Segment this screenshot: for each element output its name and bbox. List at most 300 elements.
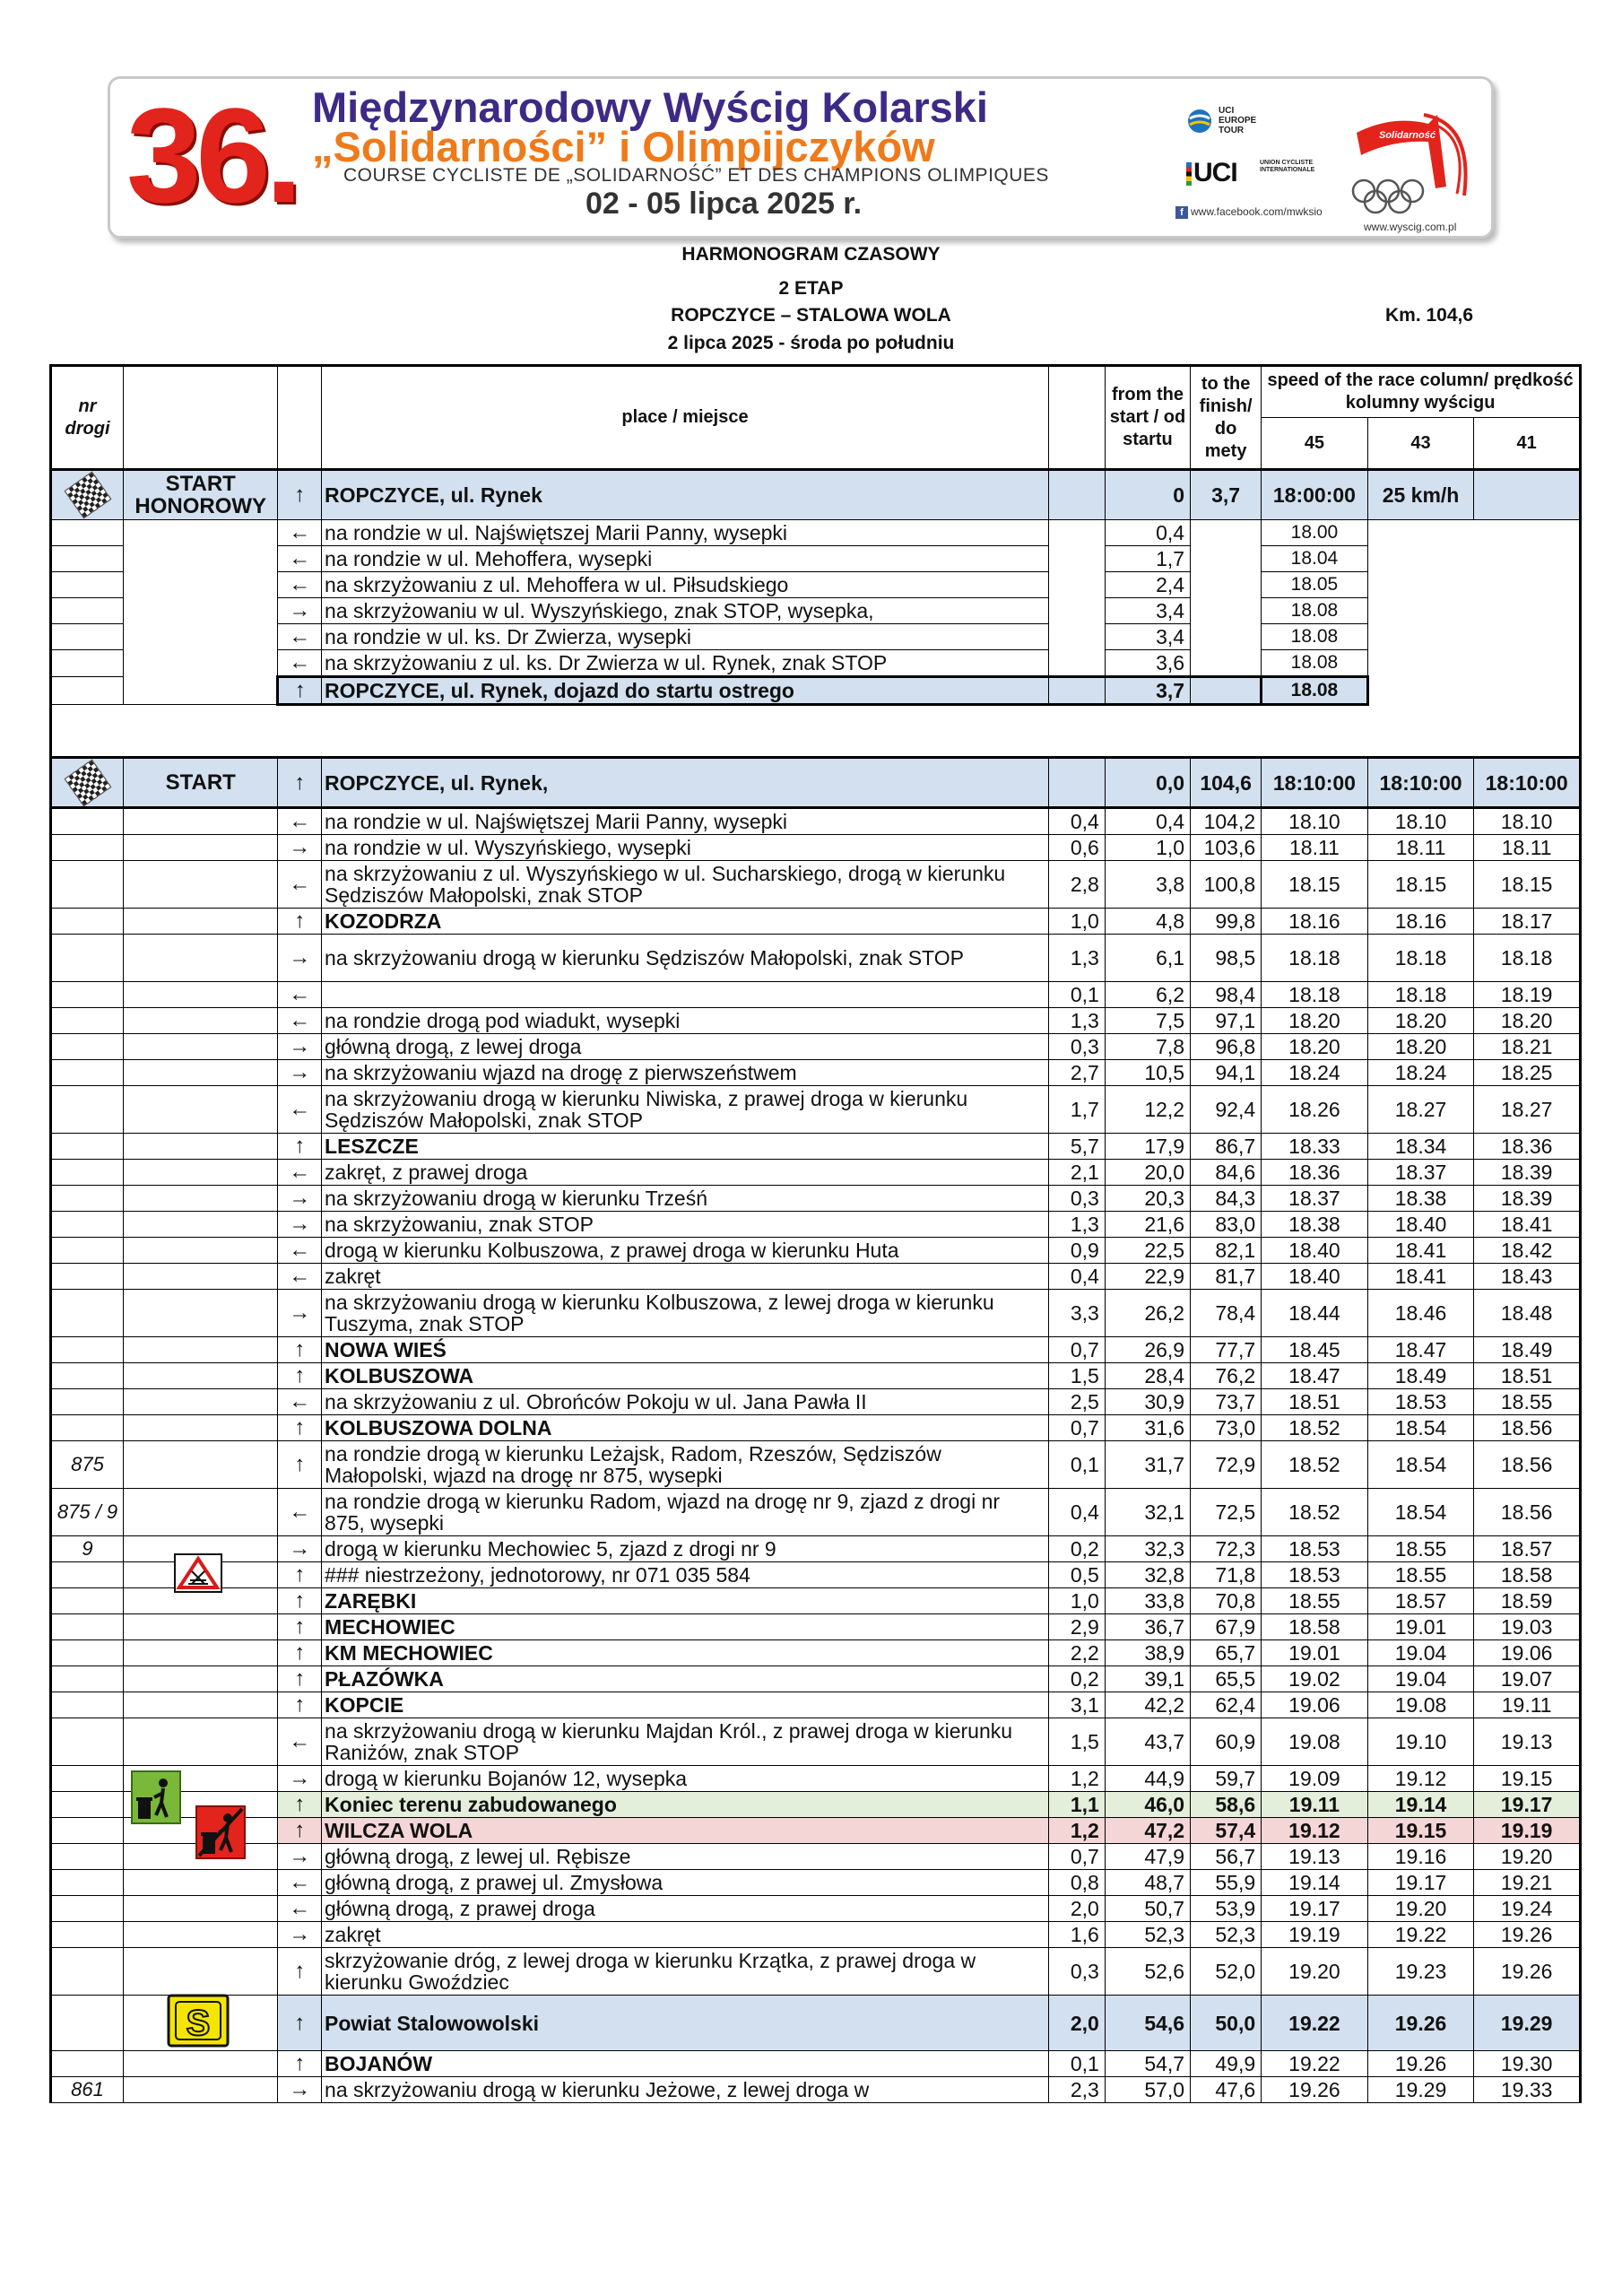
time-43: 19.29 <box>1367 2077 1474 2103</box>
race-title-line2: „Solidarności” i Olimpijczyków <box>312 123 935 170</box>
km-from-start: 43,7 <box>1105 1718 1190 1766</box>
icon-cell <box>124 1034 278 1060</box>
place-name: na rondzie w ul. Najświętszej Marii Panny, wysepki <box>322 808 1049 835</box>
time-43: 18.11 <box>1367 835 1474 861</box>
km-to-finish: 84,6 <box>1191 1160 1262 1186</box>
km-to-finish: 56,7 <box>1191 1844 1262 1870</box>
time-41: 19.24 <box>1474 1896 1581 1922</box>
road-number <box>51 1290 124 1337</box>
route-row <box>51 1922 1581 1948</box>
road-number <box>51 1692 124 1718</box>
empty-cell <box>1367 624 1474 650</box>
km-from-start: 6,1 <box>1105 935 1190 982</box>
segment-km <box>1048 598 1105 624</box>
km-to-finish: 47,6 <box>1191 2077 1262 2103</box>
time-45: 18.45 <box>1262 1337 1368 1363</box>
race-dates: 02 - 05 lipca 2025 r. <box>585 187 863 221</box>
direction-arrow: ↑ <box>278 1640 322 1666</box>
honorary-route-row <box>51 650 1581 677</box>
place-name: drogą w kierunku Bojanów 12, wysepka <box>322 1766 1049 1792</box>
km-from-start: 0,4 <box>1105 520 1190 546</box>
time-41: 18.10 <box>1474 808 1581 835</box>
time-41: 18.17 <box>1474 909 1581 935</box>
place-name: na skrzyżowaniu drogą w kierunku Majdan Król., z prawej droga w kierunku Raniżów, znak STOP <box>322 1718 1049 1766</box>
km-from-start: 47,9 <box>1105 1844 1190 1870</box>
segment-km: 0,4 <box>1048 808 1105 835</box>
icon-cell <box>124 572 278 598</box>
time-45: 18.55 <box>1262 1588 1368 1614</box>
km-to-finish: 98,4 <box>1191 982 1262 1008</box>
header-speed: speed of the race column/ prędkość kolumny wyścigu <box>1262 366 1581 418</box>
direction-arrow: ← <box>278 1489 322 1536</box>
time-45: 19.14 <box>1262 1870 1368 1896</box>
website-url[interactable]: www.wyscig.com.pl <box>1364 221 1457 233</box>
icon-cell <box>124 1896 278 1922</box>
route-row <box>51 1640 1581 1666</box>
road-number: 861 <box>51 2077 124 2103</box>
route-row <box>51 1588 1581 1614</box>
place-name: KOLBUSZOWA DOLNA <box>322 1415 1049 1441</box>
km-to-finish: 76,2 <box>1191 1363 1262 1389</box>
time-43: 19.26 <box>1367 2051 1474 2077</box>
segment-km: 0,8 <box>1048 1870 1105 1896</box>
time-41: 18.55 <box>1474 1389 1581 1415</box>
segment-km: 2,1 <box>1048 1160 1105 1186</box>
time-41: 19.26 <box>1474 1948 1581 1996</box>
time-45: 19.11 <box>1262 1792 1368 1818</box>
time-41: 18.39 <box>1474 1160 1581 1186</box>
honorary-route-row <box>51 572 1581 598</box>
time-43: 18.46 <box>1367 1290 1474 1337</box>
place-name: na skrzyżowaniu wjazd na drogę z pierwszeństwem <box>322 1060 1049 1086</box>
pass-time: 18.08 <box>1262 598 1368 624</box>
icon-cell <box>124 1489 278 1536</box>
route-row <box>51 1896 1581 1922</box>
route-row <box>51 1718 1581 1766</box>
time-41: 19.06 <box>1474 1640 1581 1666</box>
place-name: na skrzyżowaniu drogą w kierunku Trześń <box>322 1186 1049 1212</box>
route-row <box>51 1441 1581 1489</box>
icon-cell <box>124 1718 278 1766</box>
empty-cell <box>1367 546 1474 572</box>
icon-cell <box>124 650 278 677</box>
honorary-start-row <box>51 470 1581 520</box>
honorary-speed: 25 km/h <box>1367 470 1474 520</box>
time-43: 19.08 <box>1367 1692 1474 1718</box>
place-name: LESZCZE <box>322 1134 1049 1160</box>
place-name: WILCZA WOLA <box>322 1818 1049 1844</box>
segment-km: 2,7 <box>1048 1060 1105 1086</box>
time-45: 19.09 <box>1262 1766 1368 1792</box>
time-45: 18.20 <box>1262 1008 1368 1034</box>
segment-km <box>1048 470 1105 520</box>
km-to-finish: 104,2 <box>1191 808 1262 835</box>
road-number <box>51 1363 124 1389</box>
time-41: 19.13 <box>1474 1718 1581 1766</box>
header-row <box>51 366 1581 418</box>
icon-cell <box>124 1363 278 1389</box>
route-row <box>51 1008 1581 1034</box>
direction-arrow: ↑ <box>278 1614 322 1640</box>
pass-time: 18.08 <box>1262 677 1368 705</box>
km-to-finish: 3,7 <box>1191 470 1262 520</box>
time-43: 19.23 <box>1367 1948 1474 1996</box>
race-title-french: COURSE CYCLISTE DE „SOLIDARNOŚĆ” ET DES CHAMPIONS OLIMPIQUES <box>343 165 1049 186</box>
route-row <box>51 1818 1581 1844</box>
pass-time: 18.04 <box>1262 546 1368 572</box>
svg-text:S: S <box>186 2004 211 2043</box>
segment-km: 0,2 <box>1048 1536 1105 1562</box>
direction-arrow: ↑ <box>278 1363 322 1389</box>
route-row <box>51 1996 1581 2051</box>
place-name: ### niestrzeżony, jednotorowy, nr 071 035 584 <box>322 1562 1049 1588</box>
place-name: zakręt, z prawej droga <box>322 1160 1049 1186</box>
route-row <box>51 1489 1581 1536</box>
time-43: 19.01 <box>1367 1614 1474 1640</box>
time-41: 18:10:00 <box>1474 758 1581 808</box>
road-number <box>51 1870 124 1896</box>
time-45: 18.38 <box>1262 1212 1368 1238</box>
direction-arrow: ↑ <box>278 1948 322 1996</box>
km-to-finish: 50,0 <box>1191 1996 1262 2051</box>
km-to-finish: 55,9 <box>1191 1870 1262 1896</box>
pass-time: 18.00 <box>1262 520 1368 546</box>
time-45: 18:10:00 <box>1262 758 1368 808</box>
segment-km <box>1048 546 1105 572</box>
segment-km: 0,9 <box>1048 1238 1105 1264</box>
km-to-finish <box>1191 598 1262 624</box>
time-41: 18.19 <box>1474 982 1581 1008</box>
route-row <box>51 982 1581 1008</box>
direction-arrow: ↑ <box>278 1792 322 1818</box>
icon-cell <box>124 1186 278 1212</box>
place-name: Powiat Stalowowolski <box>322 1996 1049 2051</box>
direction-arrow: → <box>278 1212 322 1238</box>
time-43: 18.41 <box>1367 1264 1474 1290</box>
km-from-start: 0,4 <box>1105 808 1190 835</box>
segment-km: 1,3 <box>1048 1008 1105 1034</box>
time-41: 18.59 <box>1474 1588 1581 1614</box>
direction-arrow: → <box>278 935 322 982</box>
route-row <box>51 1337 1581 1363</box>
segment-km: 1,5 <box>1048 1718 1105 1766</box>
km-to-finish: 104,6 <box>1191 758 1262 808</box>
km-from-start: 6,2 <box>1105 982 1190 1008</box>
road-number: 9 <box>51 1536 124 1562</box>
pass-time: 18.05 <box>1262 572 1368 598</box>
km-to-finish: 72,9 <box>1191 1441 1262 1489</box>
time-45: 18.20 <box>1262 1034 1368 1060</box>
km-to-finish: 52,3 <box>1191 1922 1262 1948</box>
place-name: na skrzyżowaniu, znak STOP <box>322 1212 1049 1238</box>
place-name: na rondzie drogą w kierunku Leżajsk, Radom, Rzeszów, Sędziszów Małopolski, wjazd na drogę nr 875, wysepki <box>322 1441 1049 1489</box>
time-41: 18.15 <box>1474 861 1581 909</box>
start-time: 18:00:00 <box>1262 470 1368 520</box>
place-name: na rondzie drogą w kierunku Radom, wjazd na drogę nr 9, zjazd z drogi nr 875, wysepki <box>322 1489 1049 1536</box>
time-43: 18.53 <box>1367 1389 1474 1415</box>
km-from-start: 4,8 <box>1105 909 1190 935</box>
time-43: 19.22 <box>1367 1922 1474 1948</box>
place-name: główną drogą, z prawej ul. Zmysłowa <box>322 1870 1049 1896</box>
honorary-final-row <box>51 677 1581 705</box>
km-from-start: 33,8 <box>1105 1588 1190 1614</box>
direction-arrow: ↑ <box>278 1996 322 2051</box>
time-43: 18.15 <box>1367 861 1474 909</box>
km-from-start: 28,4 <box>1105 1363 1190 1389</box>
time-43: 18.18 <box>1367 982 1474 1008</box>
route-row <box>51 2051 1581 2077</box>
direction-arrow: → <box>278 1034 322 1060</box>
litter-zone-end-icon <box>195 1805 246 1859</box>
segment-km: 1,0 <box>1048 1588 1105 1614</box>
km-to-finish: 49,9 <box>1191 2051 1262 2077</box>
road-number <box>51 677 124 705</box>
icon-cell <box>124 909 278 935</box>
place-name: na skrzyżowaniu drogą w kierunku Niwiska, z prawej droga w kierunku Sędziszów Małopolski, znak STOP <box>322 1086 1049 1134</box>
km-to-finish: 73,7 <box>1191 1389 1262 1415</box>
time-43: 19.04 <box>1367 1666 1474 1692</box>
road-number <box>51 2051 124 2077</box>
route-row <box>51 1766 1581 1792</box>
place-name: drogą w kierunku Mechowiec 5, zjazd z drogi nr 9 <box>322 1536 1049 1562</box>
km-to-finish <box>1191 520 1262 546</box>
direction-arrow: ← <box>278 1264 322 1290</box>
time-45: 18.52 <box>1262 1441 1368 1489</box>
segment-km: 2,0 <box>1048 1896 1105 1922</box>
route-row <box>51 1034 1581 1060</box>
km-to-finish: 97,1 <box>1191 1008 1262 1034</box>
header-speed-43: 43 <box>1367 418 1474 470</box>
time-41: 19.03 <box>1474 1614 1581 1640</box>
direction-arrow: → <box>278 1766 322 1792</box>
road-number <box>51 935 124 982</box>
place-name: na rondzie drogą pod wiadukt, wysepki <box>322 1008 1049 1034</box>
segment-km <box>1048 650 1105 677</box>
time-43: 18.54 <box>1367 1489 1474 1536</box>
segment-km: 1,2 <box>1048 1766 1105 1792</box>
km-to-finish: 73,0 <box>1191 1415 1262 1441</box>
segment-km: 1,2 <box>1048 1818 1105 1844</box>
time-43: 18.20 <box>1367 1034 1474 1060</box>
place-name: KOPCIE <box>322 1692 1049 1718</box>
km-from-start: 36,7 <box>1105 1614 1190 1640</box>
gap-cell <box>51 705 1581 758</box>
time-41: 19.07 <box>1474 1666 1581 1692</box>
header-segment-col <box>1048 366 1105 470</box>
road-number <box>51 1948 124 1996</box>
time-45: 19.20 <box>1262 1948 1368 1996</box>
road-number <box>51 1186 124 1212</box>
direction-arrow: ← <box>278 861 322 909</box>
road-number <box>51 1640 124 1666</box>
road-number <box>51 1666 124 1692</box>
km-from-start: 12,2 <box>1105 1086 1190 1134</box>
time-41: 18.27 <box>1474 1086 1581 1134</box>
segment-km: 1,7 <box>1048 1086 1105 1134</box>
km-from-start: 22,5 <box>1105 1238 1190 1264</box>
time-45: 18.40 <box>1262 1264 1368 1290</box>
direction-arrow: ← <box>278 808 322 835</box>
km-from-start: 10,5 <box>1105 1060 1190 1086</box>
time-43: 18.54 <box>1367 1415 1474 1441</box>
time-45: 18.18 <box>1262 935 1368 982</box>
place-name: na skrzyżowaniu z ul. Obrońców Pokoju w ul. Jana Pawła II <box>322 1389 1049 1415</box>
time-41: 18.58 <box>1474 1562 1581 1588</box>
road-number <box>51 1792 124 1818</box>
direction-arrow: ↑ <box>278 1134 322 1160</box>
road-number <box>51 1134 124 1160</box>
km-to-finish: 67,9 <box>1191 1614 1262 1640</box>
segment-km: 0,7 <box>1048 1844 1105 1870</box>
route-row <box>51 2077 1581 2103</box>
km-from-start: 46,0 <box>1105 1792 1190 1818</box>
road-number <box>51 861 124 909</box>
segment-km: 5,7 <box>1048 1134 1105 1160</box>
direction-arrow: ← <box>278 1718 322 1766</box>
time-41: 19.29 <box>1474 1996 1581 2051</box>
route-row <box>51 1562 1581 1588</box>
place-name: główną drogą, z lewej ul. Rębisze <box>322 1844 1049 1870</box>
empty-cell <box>1474 624 1581 650</box>
icon-cell <box>124 1160 278 1186</box>
icon-cell <box>124 677 278 705</box>
km-from-start: 1,7 <box>1105 546 1190 572</box>
icon-cell <box>124 982 278 1008</box>
road-number <box>51 1160 124 1186</box>
route-row <box>51 835 1581 861</box>
direction-arrow: ↑ <box>278 1666 322 1692</box>
time-43: 18.40 <box>1367 1212 1474 1238</box>
uci-union-text: UNION CYCLISTE INTERNATIONALE <box>1260 160 1315 173</box>
km-from-start: 17,9 <box>1105 1134 1190 1160</box>
road-number <box>51 1766 124 1792</box>
icon-cell <box>124 835 278 861</box>
segment-km: 2,5 <box>1048 1389 1105 1415</box>
km-to-finish: 60,9 <box>1191 1718 1262 1766</box>
road-number <box>51 1337 124 1363</box>
direction-arrow: ↑ <box>278 909 322 935</box>
uci-wordmark: UCI <box>1186 158 1237 188</box>
route-row <box>51 1212 1581 1238</box>
km-from-start: 48,7 <box>1105 1870 1190 1896</box>
direction-arrow: → <box>278 598 322 624</box>
place-name: na rondzie w ul. ks. Dr Zwierza, wysepki <box>322 624 1049 650</box>
icon-cell <box>124 1441 278 1489</box>
stage-number: 2 ETAP <box>778 278 844 299</box>
time-41: 19.11 <box>1474 1692 1581 1718</box>
time-43: 18.54 <box>1367 1441 1474 1489</box>
km-to-finish: 103,6 <box>1191 835 1262 861</box>
road-number <box>51 1614 124 1640</box>
km-from-start: 47,2 <box>1105 1818 1190 1844</box>
time-41: 18.11 <box>1474 835 1581 861</box>
place-name: na skrzyżowaniu z ul. ks. Dr Zwierza w ul. Rynek, znak STOP <box>322 650 1049 677</box>
time-41: 18.48 <box>1474 1290 1581 1337</box>
km-to-finish: 92,4 <box>1191 1086 1262 1134</box>
place-name: PŁAZÓWKA <box>322 1666 1049 1692</box>
road-number <box>51 1588 124 1614</box>
segment-km <box>1048 758 1105 808</box>
road-number <box>51 1060 124 1086</box>
km-to-finish <box>1191 650 1262 677</box>
time-45: 18.53 <box>1262 1536 1368 1562</box>
km-to-finish <box>1191 572 1262 598</box>
facebook-url: www.facebook.com/mwksio <box>1191 205 1323 218</box>
empty-cell <box>1474 677 1581 705</box>
time-43: 18.34 <box>1367 1134 1474 1160</box>
direction-arrow: ← <box>278 1870 322 1896</box>
time-45: 19.06 <box>1262 1692 1368 1718</box>
segment-km: 0,2 <box>1048 1666 1105 1692</box>
litter-zone-start-icon <box>131 1770 181 1824</box>
icon-cell <box>124 1238 278 1264</box>
place-name: skrzyżowanie dróg, z lewej droga w kierunku Krzątka, z prawej droga w kierunku Gwoździec <box>322 1948 1049 1996</box>
km-from-start: 52,6 <box>1105 1948 1190 1996</box>
road-number <box>51 1086 124 1134</box>
segment-km: 0,4 <box>1048 1264 1105 1290</box>
empty-cell <box>1367 650 1474 677</box>
road-number <box>51 1264 124 1290</box>
empty-cell <box>1367 520 1474 546</box>
route-row <box>51 1389 1581 1415</box>
route-row <box>51 808 1581 835</box>
km-from-start: 42,2 <box>1105 1692 1190 1718</box>
uci-globe-icon <box>1186 108 1213 135</box>
time-41: 18.43 <box>1474 1264 1581 1290</box>
time-45: 19.26 <box>1262 2077 1368 2103</box>
direction-arrow: ← <box>278 520 322 546</box>
route-row <box>51 1060 1581 1086</box>
km-from-start: 2,4 <box>1105 572 1190 598</box>
km-to-finish: 72,5 <box>1191 1489 1262 1536</box>
segment-km: 2,2 <box>1048 1640 1105 1666</box>
time-43: 19.12 <box>1367 1766 1474 1792</box>
route-row <box>51 1692 1581 1718</box>
timetable-body <box>51 470 1581 2103</box>
km-to-finish: 72,3 <box>1191 1536 1262 1562</box>
time-43: 19.14 <box>1367 1792 1474 1818</box>
pass-time: 18.08 <box>1262 650 1368 677</box>
segment-km: 0,7 <box>1048 1337 1105 1363</box>
icon-cell <box>124 598 278 624</box>
start-flag-cell <box>51 758 124 808</box>
time-45: 18.24 <box>1262 1060 1368 1086</box>
time-45: 18.58 <box>1262 1614 1368 1640</box>
icon-cell <box>124 2077 278 2103</box>
route-row <box>51 1264 1581 1290</box>
route-row <box>51 1415 1581 1441</box>
direction-arrow: → <box>278 1844 322 1870</box>
time-41: 18.49 <box>1474 1337 1581 1363</box>
direction-arrow: → <box>278 835 322 861</box>
km-from-start: 1,0 <box>1105 835 1190 861</box>
stage-route: ROPCZYCE – STALOWA WOLA <box>671 305 951 326</box>
direction-arrow: → <box>278 1536 322 1562</box>
facebook-link[interactable] <box>1175 205 1323 219</box>
km-to-finish: 77,7 <box>1191 1337 1262 1363</box>
uci-union-logo <box>1186 158 1321 188</box>
place-name: NOWA WIEŚ <box>322 1337 1049 1363</box>
empty-cell <box>1367 677 1474 705</box>
time-43: 18.27 <box>1367 1086 1474 1134</box>
route-row <box>51 1290 1581 1337</box>
place-name: KOZODRZA <box>322 909 1049 935</box>
km-to-finish: 84,3 <box>1191 1186 1262 1212</box>
km-to-finish: 78,4 <box>1191 1290 1262 1337</box>
header-to-finish: to the finish/ do mety <box>1191 366 1262 470</box>
direction-arrow: → <box>278 1060 322 1086</box>
empty-cell <box>1474 598 1581 624</box>
